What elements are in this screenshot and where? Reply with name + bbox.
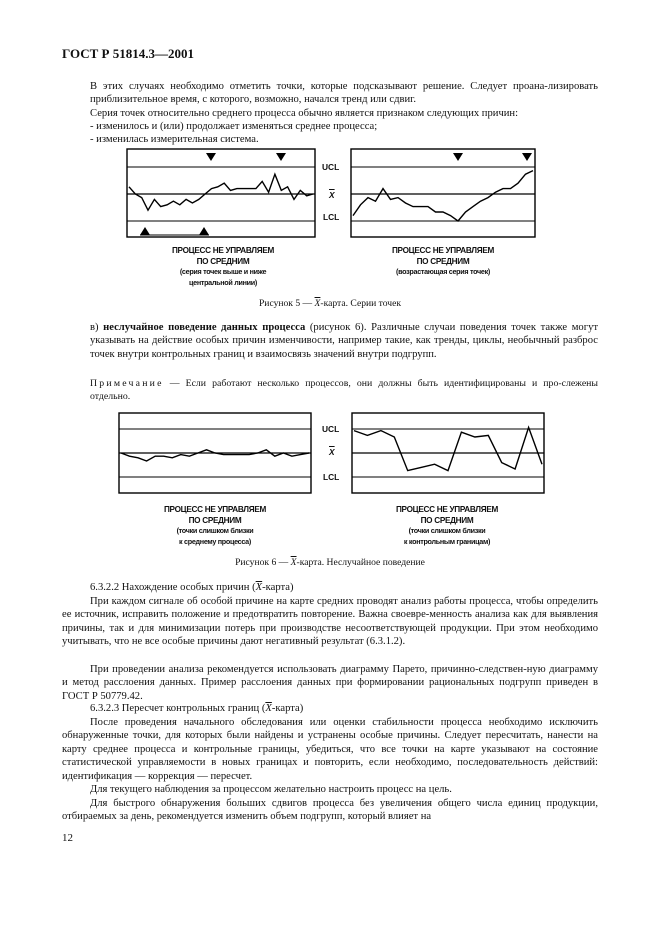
chart-frame [127,149,315,237]
lcl-label: LCL [323,212,340,222]
figure6-caption: Рисунок 6 — $\overline{X}$-карта. Неслучайное поведение [235,557,425,568]
series-line [129,174,313,210]
series-line [121,450,309,461]
series-line [353,171,533,221]
lcl-label: LCL [323,472,340,482]
note-para: Примечание — Если работают несколько процессов, они должны быть идентифицированы и про-слежены отдельно. [90,378,598,402]
intro-bullet-1: - изменилось и (или) продолжает изменяться среднее процесса; [90,121,378,132]
intro-bullet-2: - изменилась измерительная система. [90,134,259,145]
caption-line: (возрастающая серия точек) [396,267,490,277]
page-number: 12 [62,832,73,844]
sec-6323-para-1: После проведения начального обследования или оценки стабильности процесса необходимо исключить обнаруженные точки, для которых были найдены и устранены особые причины. Следует пересчитать, нанести на карту среднее процесса и контрольные границы, убедиться, что все точки на карте указывают на состояние статистической управляемости в новых границах и повторить, если необходимо, последовательность действий: идентификация — коррекция — пересчет. [62,717,598,782]
figure6-right-chart [351,412,545,494]
sec-6323-para-2: Для текущего наблюдения за процессом желательно настроить процесс на цель. [90,784,452,795]
caption-line: (точки слишком близки [176,526,254,536]
caption-line: (точки слишком близки [408,526,486,536]
caption-line: центральной линии) [189,277,257,287]
figure6-left-caption [140,505,290,547]
marker-up-triangle [199,227,209,235]
figure5-right-caption [368,246,518,278]
caption-line: к среднему процесса) [179,536,251,546]
section-v-para: в) неслучайное поведение данных процесса (рисунок 6). Различные случаи поведения точек также могут указывать на действие особых причин изменчивости, например такие, как тренды, циклы, необычный разброс точек внутри контрольных границ и взаимосвязь значений внутри подгрупп. [90,322,598,360]
figure5-left-caption [148,246,298,288]
caption-line: к контрольным границам) [403,536,491,546]
marker-up-triangle [140,227,150,235]
marker-down-triangle [453,153,463,161]
heading-6323: 6.3.2.3 Пересчет контрольных границ $(\overline{X}-карта)$ [90,703,304,714]
figure5-caption: Рисунок 5 — $\overline{X}$-карта. Серии точек [258,298,402,309]
chart-frame [351,149,535,237]
intro-para-2: Серия точек относительно среднего процесса обычно является признаком следующих причин: [90,108,519,119]
caption-line: ПО СРЕДНИМ [420,515,474,525]
intro-para-1: В этих случаях необходимо отметить точки, которые подсказывают решение. Следует проана-лизировать приблизительное время, с которого, возможно, начался тренд или сдвиг. [90,81,598,106]
caption-line: ПРОЦЕСС НЕ УПРАВЛЯЕМ [391,246,495,255]
series-line [354,427,542,470]
ucl-label: UCL [322,162,340,172]
figure5-left-chart [126,148,316,238]
page-header: ГОСТ Р 51814.3—2001 [62,46,194,61]
figure6-right-caption [372,505,522,547]
ucl-label: UCL [322,424,340,434]
sec-6323-para-3: Для быстрого обнаружения больших сдвигов процесса без увеличения общего числа единиц продукции, отбираемых за день, рекомендуется изменить объем подгрупп, который влияет на [62,798,598,823]
figure6-left-chart [118,412,312,494]
sec-6322-para-2: При проведении анализа рекомендуется использовать диаграмму Парето, причинно-следствен-ную диаграмму и метод расслоения данных. Пример расслоения данных при формировании рациональных подгрупп приведен в ГОСТ Р 50779.42. [62,664,598,702]
marker-down-triangle [522,153,532,161]
sec-6322-para-1: При каждом сигнале об особой причине на карте средних проводят анализ работы процесса, чтобы определить ее источник, исправить положение и предотвратить повторение. Важна своевре-менность анализа как для выявления причины, так и для минимизации потерь при производстве несоответствующей продукции. При этом необходимо учитывать, что не все особые причины дают негативный результат (6.3.1.2). [62,596,598,648]
xbar-label: $\overline{X}$ [329,190,335,200]
caption-line: ПРОЦЕСС НЕ УПРАВЛЯЕМ [395,505,499,514]
caption-line: (серия точек выше и ниже [179,267,267,277]
xbar-label: $\overline{X}$ [329,447,335,457]
marker-down-triangle [276,153,286,161]
caption-line: ПРОЦЕСС НЕ УПРАВЛЯЕМ [171,246,275,255]
marker-down-triangle [206,153,216,161]
caption-line: ПО СРЕДНИМ [188,515,242,525]
heading-6322: 6.3.2.2 Нахождение особых причин $(\overline{X}-карта)$ [90,582,294,593]
caption-line: ПРОЦЕСС НЕ УПРАВЛЯЕМ [163,505,267,514]
figure5-right-chart [350,148,536,238]
caption-line: ПО СРЕДНИМ [416,256,470,266]
caption-line: ПО СРЕДНИМ [196,256,250,266]
